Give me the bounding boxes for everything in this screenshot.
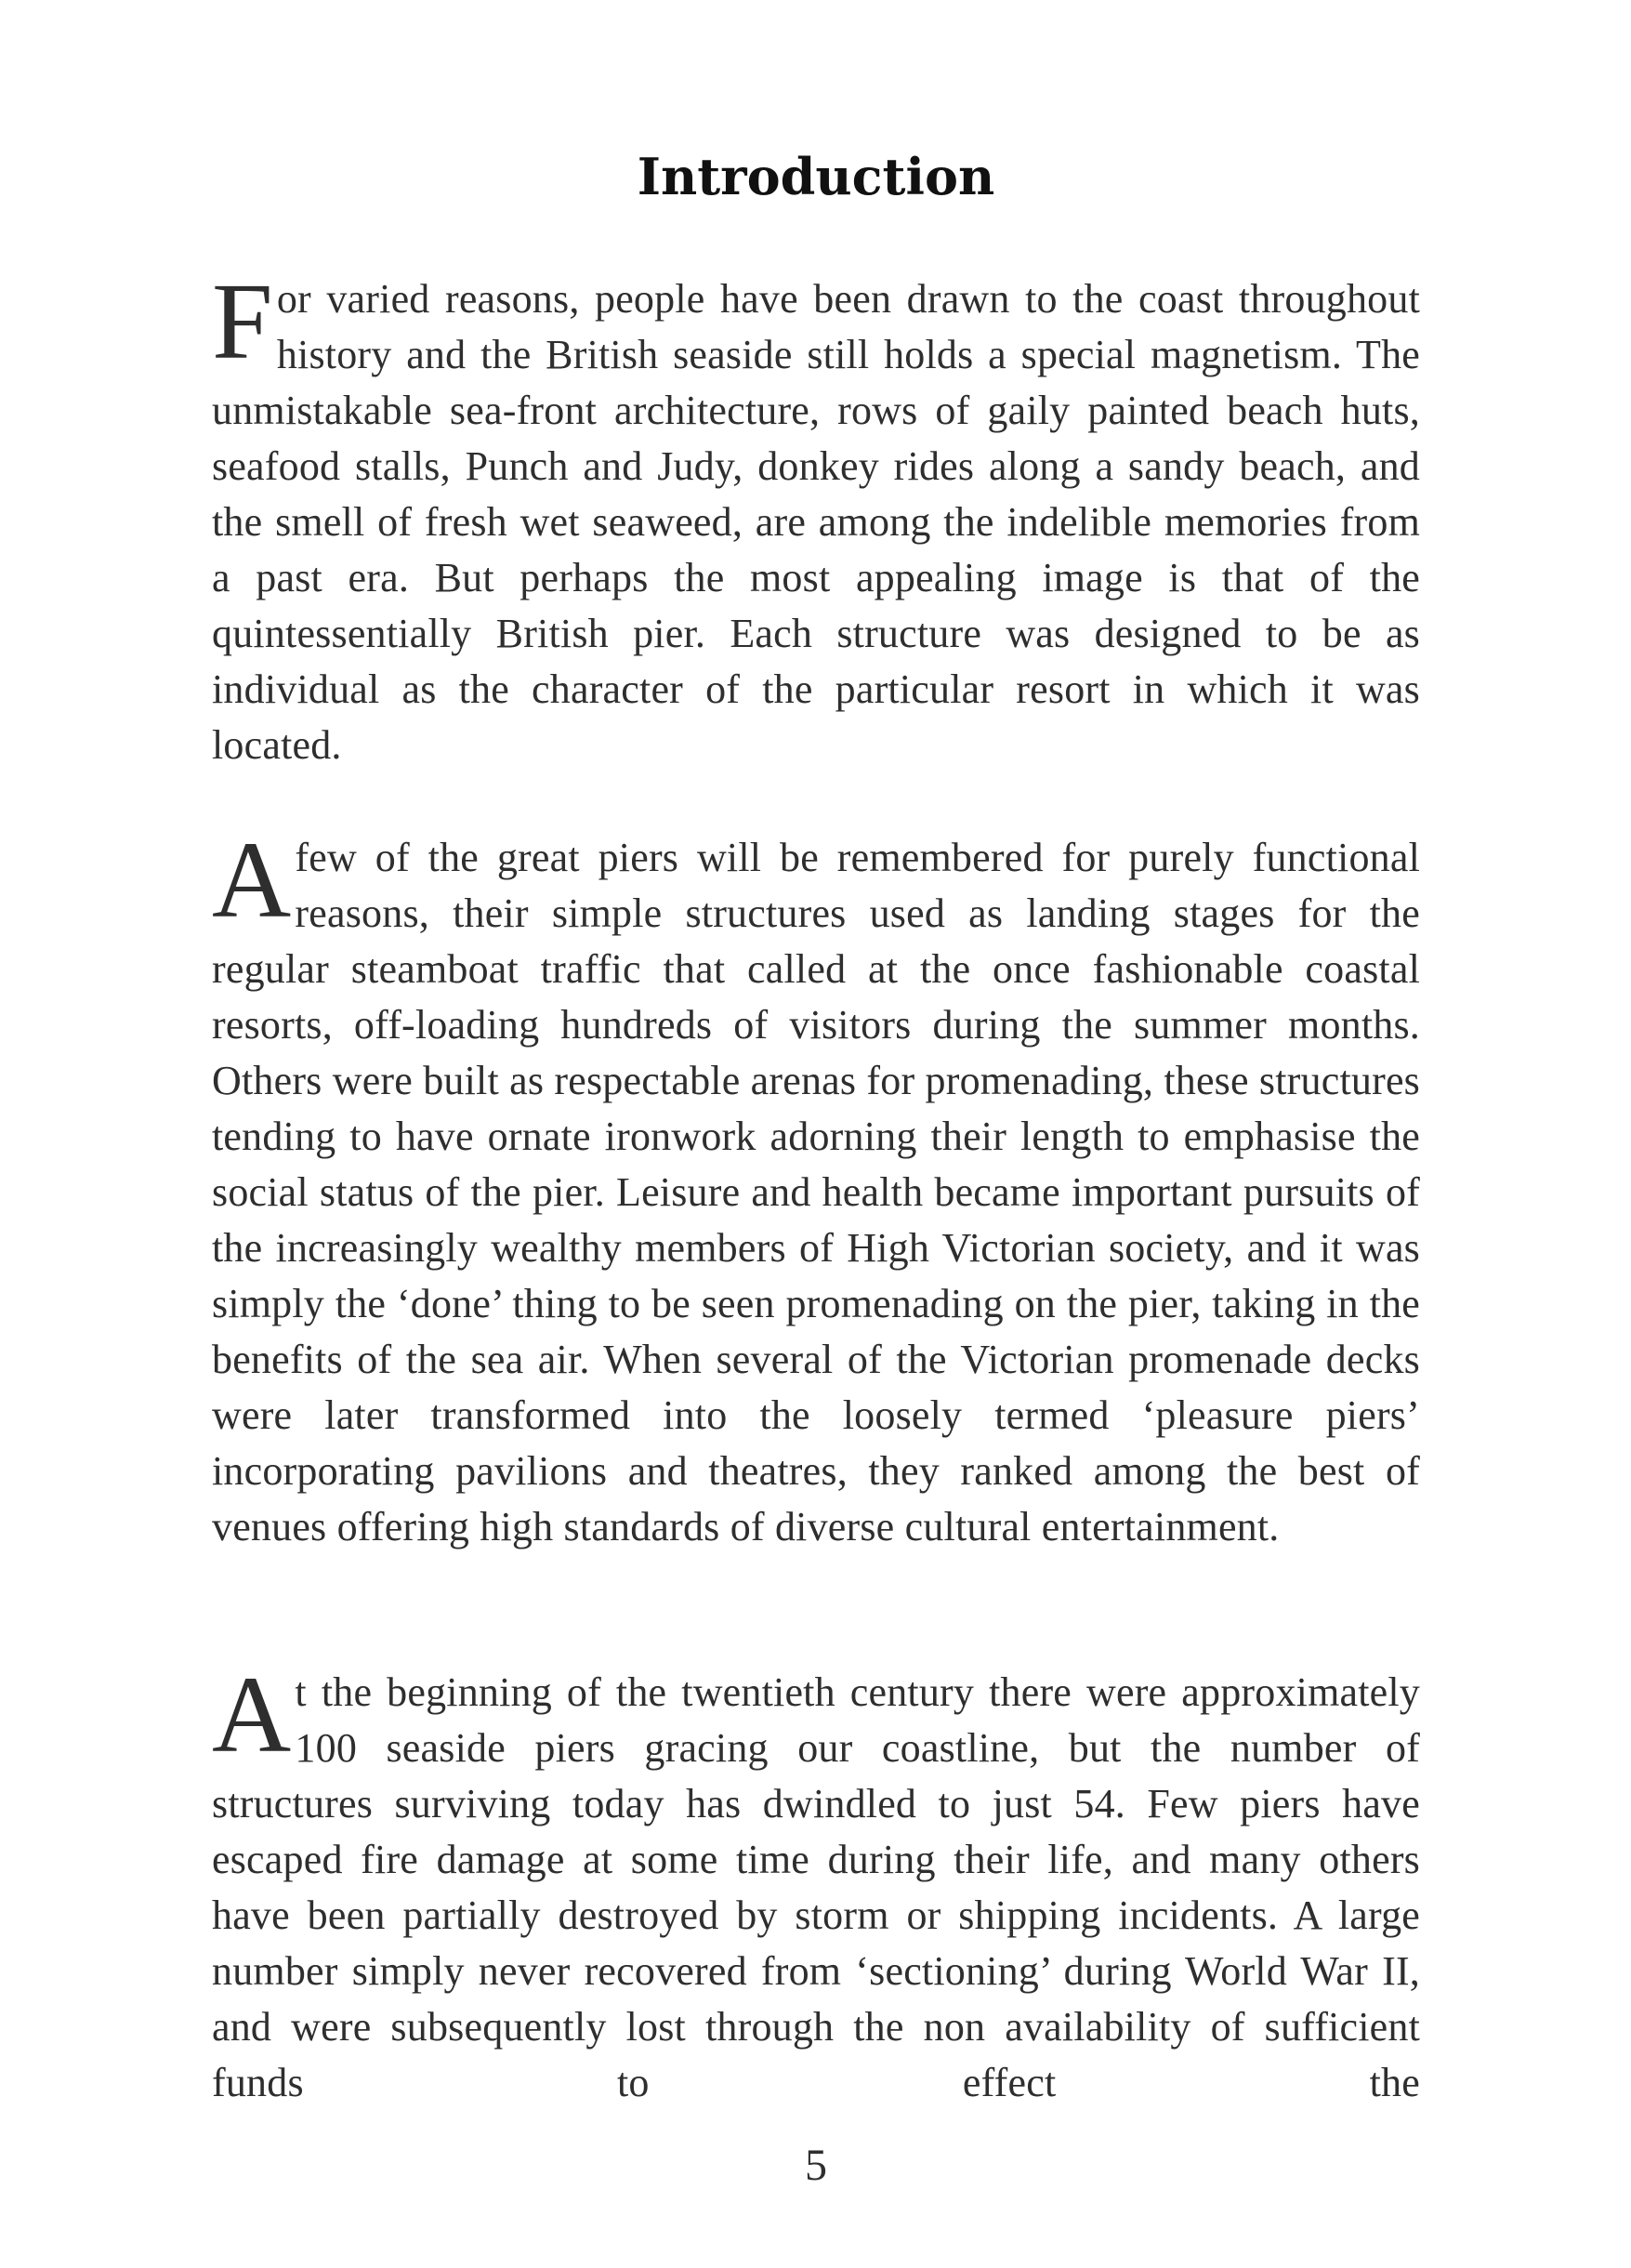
drop-cap: A	[212, 1654, 292, 1775]
drop-cap: A	[212, 819, 292, 941]
drop-cap: F	[212, 260, 273, 382]
paragraph-3	[212, 1654, 1420, 2111]
page-number: 5	[805, 2141, 827, 2190]
page-title: Introduction	[637, 147, 995, 206]
paragraph-2	[212, 819, 1420, 1555]
paragraph-1	[212, 260, 1420, 773]
paragraph-text: few of the great piers will be remembered for purely functional reasons, their simple structures used as landing stages for the regular steamboat traffic that called at the once fashionable coastal resorts, off-loading hundreds of visitors during the summer months. Others were built as respectable arenas for promenading, these structures tending to have ornate ironwork adorning their length to emphasise the social status of the pier. Leisure and health became important pursuits of the increasingly wealthy members of High Victorian society, and it was simply the ‘done’ thing to be seen promenading on the pier, taking in the benefits of the sea air. When several of the Victorian promenade decks were later transformed into the loosely termed ‘pleasure piers’ incorporating pavilions and theatres, they ranked among the best of venues offering high standards of diverse cultural entertainment.	[212, 835, 1420, 1549]
paragraph-text: t the beginning of the twentieth century there were approximately 100 seaside piers gracing our coastline, but the number of structures surviving today has dwindled to just 54. Few piers have escaped fire damage at some time during their life, and many others have been partially destroyed by storm or shipping incidents. A large number simply never recovered from ‘sectioning’ during World War II, and were subsequently lost through the non availability of sufficient funds to effect the	[212, 1669, 1420, 2105]
book-page	[212, 0, 1420, 2268]
paragraph-text: or varied reasons, people have been drawn to the coast throughout history and the British seaside still holds a special magnetism. The unmistakable sea-front architecture, rows of gaily painted beach huts, seafood stalls, Punch and Judy, donkey rides along a sandy beach, and the smell of fresh wet seaweed, are among the indelible memories from a past era. But perhaps the most appealing image is that of the quintessentially British pier. Each structure was designed to be as individual as the character of the particular resort in which it was located.	[212, 276, 1420, 768]
